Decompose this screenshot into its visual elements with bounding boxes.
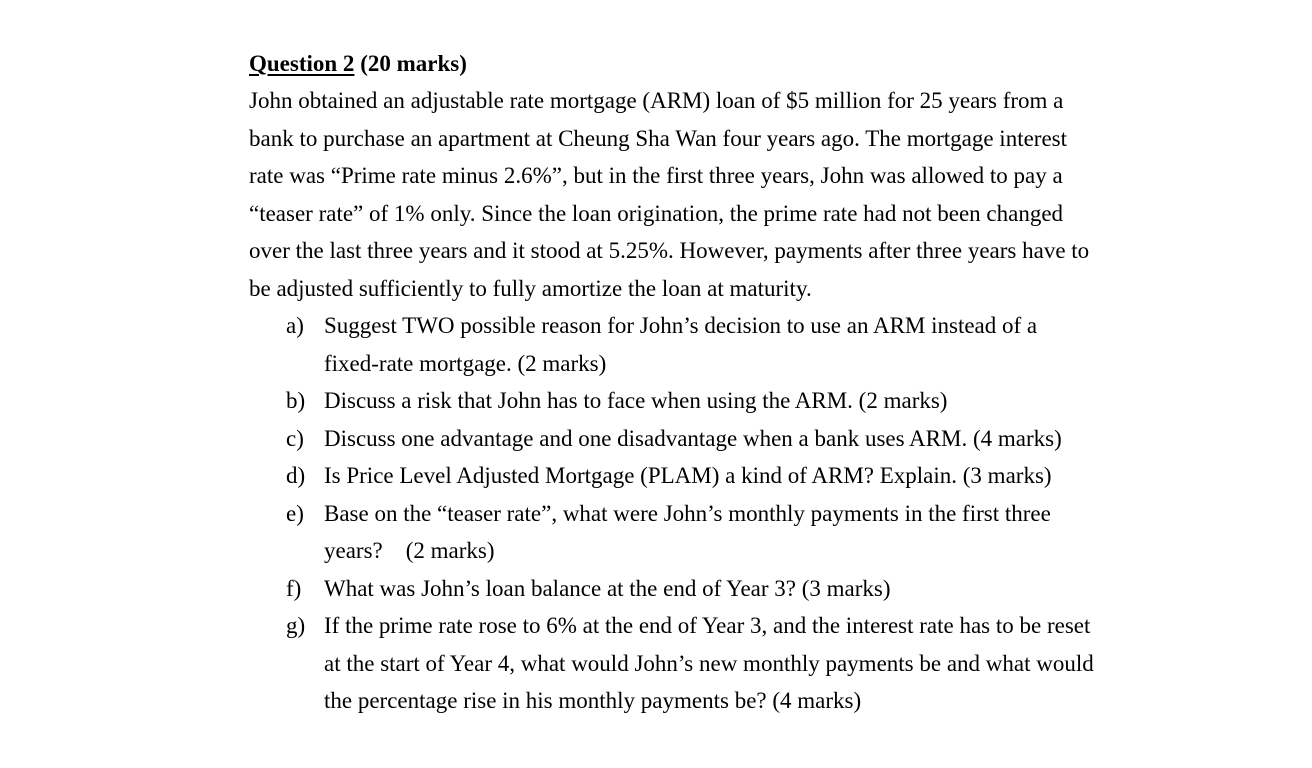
- sub-question-line: years? (2 marks): [324, 538, 495, 563]
- sub-question-d: [286, 457, 1189, 495]
- question-document: [249, 46, 1189, 720]
- sub-question-marker: f): [286, 575, 302, 601]
- sub-question-line: What was John’s loan balance at the end of Year 3? (3 marks): [324, 575, 891, 601]
- sub-question-line: If the prime rate rose to 6% at the end of Year 3, and the interest rate has to be reset: [324, 613, 1091, 638]
- sub-question-line: the percentage rise in his monthly payments be? (4 marks): [324, 688, 862, 713]
- intro-line: “teaser rate” of 1% only. Since the loan origination, the prime rate had not been changed: [249, 200, 1064, 226]
- sub-question-marker: d): [286, 463, 306, 488]
- sub-question-line: at the start of Year 4, what would John’s new monthly payments be and what would: [324, 650, 1094, 676]
- sub-question-line: fixed-rate mortgage. (2 marks): [324, 350, 607, 376]
- intro-line: John obtained an adjustable rate mortgage (ARM) loan of $5 million for 25 years from a: [249, 88, 1064, 113]
- question-heading: [249, 46, 1189, 82]
- sub-question-marker: c): [286, 425, 304, 451]
- sub-question-b: [286, 382, 1189, 420]
- sub-question-f: [286, 570, 1189, 608]
- sub-question-marker: b): [286, 388, 306, 413]
- sub-question-marker: g): [286, 613, 306, 638]
- intro-line: be adjusted sufficiently to fully amortize the loan at maturity.: [249, 275, 812, 301]
- sub-question-marker: a): [286, 313, 304, 338]
- sub-question-line: Is Price Level Adjusted Mortgage (PLAM) a kind of ARM? Explain. (3 marks): [324, 463, 1052, 488]
- question-total-marks: (20 marks): [360, 51, 467, 76]
- sub-question-g: [286, 607, 1189, 720]
- sub-question-line: Base on the “teaser rate”, what were John’s monthly payments in the first three: [324, 500, 1051, 526]
- intro-line: bank to purchase an apartment at Cheung Sha Wan four years ago. The mortgage interest: [249, 125, 1068, 151]
- sub-question-line: Discuss a risk that John has to face when using the ARM. (2 marks): [324, 388, 948, 413]
- intro-line: rate was “Prime rate minus 2.6%”, but in the first three years, John was allowed to pay a: [249, 163, 1063, 188]
- question-number: Question 2: [249, 51, 355, 76]
- question-intro: [249, 82, 1189, 307]
- sub-question-list: [286, 307, 1189, 720]
- sub-question-a: [286, 307, 1189, 382]
- sub-question-c: [286, 420, 1189, 458]
- sub-question-marker: e): [286, 500, 304, 526]
- intro-line: over the last three years and it stood at 5.25%. However, payments after three years have to: [249, 238, 1090, 263]
- sub-question-e: [286, 495, 1189, 570]
- sub-question-line: Suggest TWO possible reason for John’s decision to use an ARM instead of a: [324, 313, 1038, 338]
- sub-question-line: Discuss one advantage and one disadvantage when a bank uses ARM. (4 marks): [324, 425, 1062, 451]
